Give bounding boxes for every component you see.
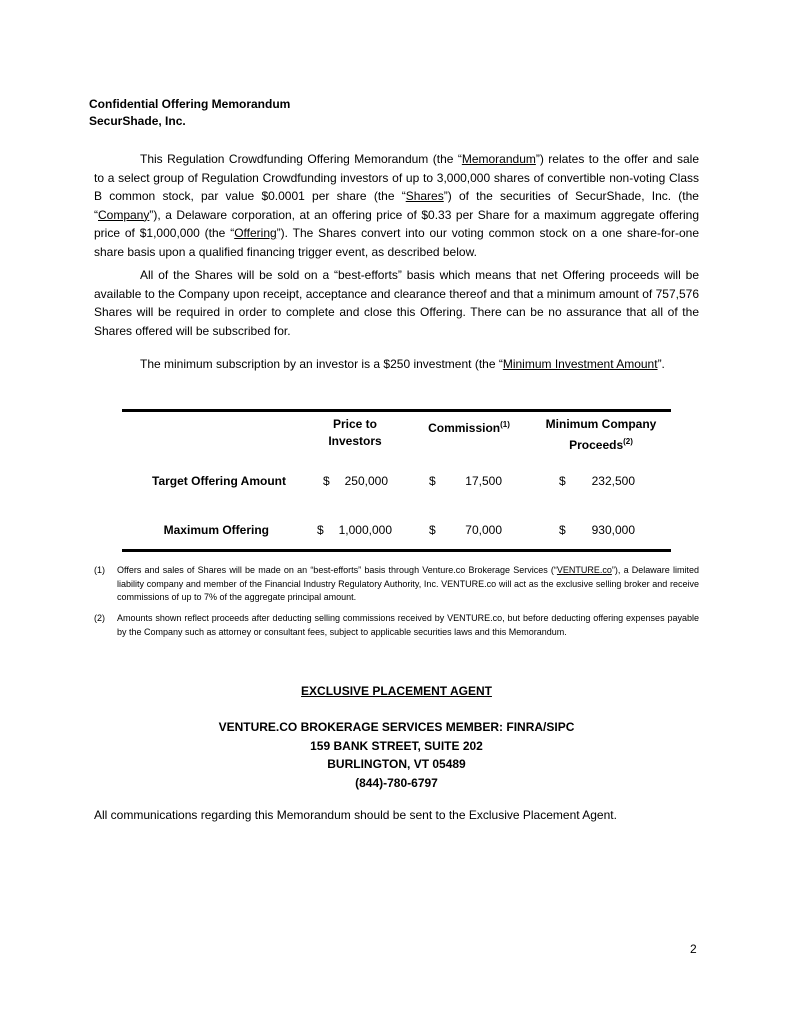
commission-currency: $ xyxy=(429,474,436,488)
col-header-proceeds: Minimum Company Proceeds$^{(2)}$ xyxy=(545,417,657,452)
venture-link[interactable]: VENTURE.co xyxy=(556,565,612,575)
agent-phone: (844)-780-6797 xyxy=(355,775,438,790)
commission-value: 17,500 xyxy=(465,474,502,488)
agent-street: 159 BANK STREET, SUITE 202 xyxy=(310,738,483,753)
price-value: 250,000 xyxy=(344,474,388,488)
term-shares: Shares xyxy=(405,189,444,203)
term-company: Company xyxy=(98,207,150,222)
header-company: SecurShade, Inc. xyxy=(89,114,186,128)
closing-statement: All communications regarding this Memorandum should be sent to the Exclusive Placement Agent. xyxy=(94,808,617,822)
term-offering: Offering xyxy=(234,226,277,240)
footnote-2: (2) Amounts shown reflect proceeds after deducting selling commissions received by VENTURE.co, but before deducting offering expenses payable by the Company such as attorney or consultant fees, subject to applicable securities laws and this Memorandum. xyxy=(94,613,699,637)
col-header-commission: Commission$^{(1)}$ xyxy=(428,420,510,435)
footnote-1: (1) Offers and sales of Shares will be made on an “best-efforts” basis through Venture.co Brokerage Services (“VENTURE.co”), a Delaware limited liability company and member of the Financial Industry Regulatory Authority, Inc. VENTURE.co will act as the exclusive selling broker and receive commissions of up to 7% of the aggregate principal amount. xyxy=(94,565,699,602)
placement-agent-address xyxy=(94,718,699,792)
commission-value: 70,000 xyxy=(465,523,502,537)
price-value: 1,000,000 xyxy=(338,523,392,537)
proceeds-value: 930,000 xyxy=(591,523,635,537)
agent-name: VENTURE.CO BROKERAGE SERVICES MEMBER: FINRA/SIPC xyxy=(218,720,575,734)
table-bottom-rule xyxy=(122,549,671,552)
proceeds-currency: $ xyxy=(559,474,566,488)
price-currency: $ xyxy=(317,523,324,537)
page-number: 2 xyxy=(690,942,697,956)
row-label: Maximum Offering xyxy=(163,523,269,537)
intro-paragraph: This Regulation Crowdfunding Offering Memorandum (the “Memorandum”) relates to the offer and sale to a select group of Regulation Crowdfunding investors of up to 3,000,000 shares of convertible non-voting Class B common stock, par value $0.0001 per share (the “Shares”) of the securities of SecurShade, Inc. (the “Company”), a Delaware corporation, at an offering price of $0.33 per Share for a maximum aggregate offering price of $1,000,000 (the “Offering”). The Shares convert into our voting common stock on a one share-for-one share basis upon a qualified financing trigger event, as described below. xyxy=(94,152,699,259)
table-top-rule xyxy=(122,409,671,412)
agent-city: BURLINGTON, VT 05489 xyxy=(327,757,466,771)
commission-currency: $ xyxy=(429,523,436,537)
term-minimum-investment: Minimum Investment Amount xyxy=(502,357,658,371)
term-memorandum: Memorandum xyxy=(461,152,536,166)
col-header-price: Price to Investors xyxy=(328,417,382,448)
header-title: Confidential Offering Memorandum xyxy=(89,97,291,111)
best-efforts-paragraph: All of the Shares will be sold on a “best-efforts” basis which means that net Offering proceeds will be available to the Company upon receipt, acceptance and clearance thereof and that a minimum amount of 757,576 Shares will be required in order to complete and close this Offering. There can be no assurance that all of the Shares offered will be subscribed for. xyxy=(94,268,699,338)
proceeds-currency: $ xyxy=(559,523,566,537)
document-header xyxy=(89,96,290,130)
proceeds-value: 232,500 xyxy=(591,474,635,488)
row-label: Target Offering Amount xyxy=(152,474,286,488)
minimum-subscription-paragraph: The minimum subscription by an investor is a $250 investment (the “Minimum Investment Amount”. xyxy=(140,357,665,371)
placement-agent-heading: EXCLUSIVE PLACEMENT AGENT xyxy=(301,684,492,698)
price-currency: $ xyxy=(323,474,330,488)
